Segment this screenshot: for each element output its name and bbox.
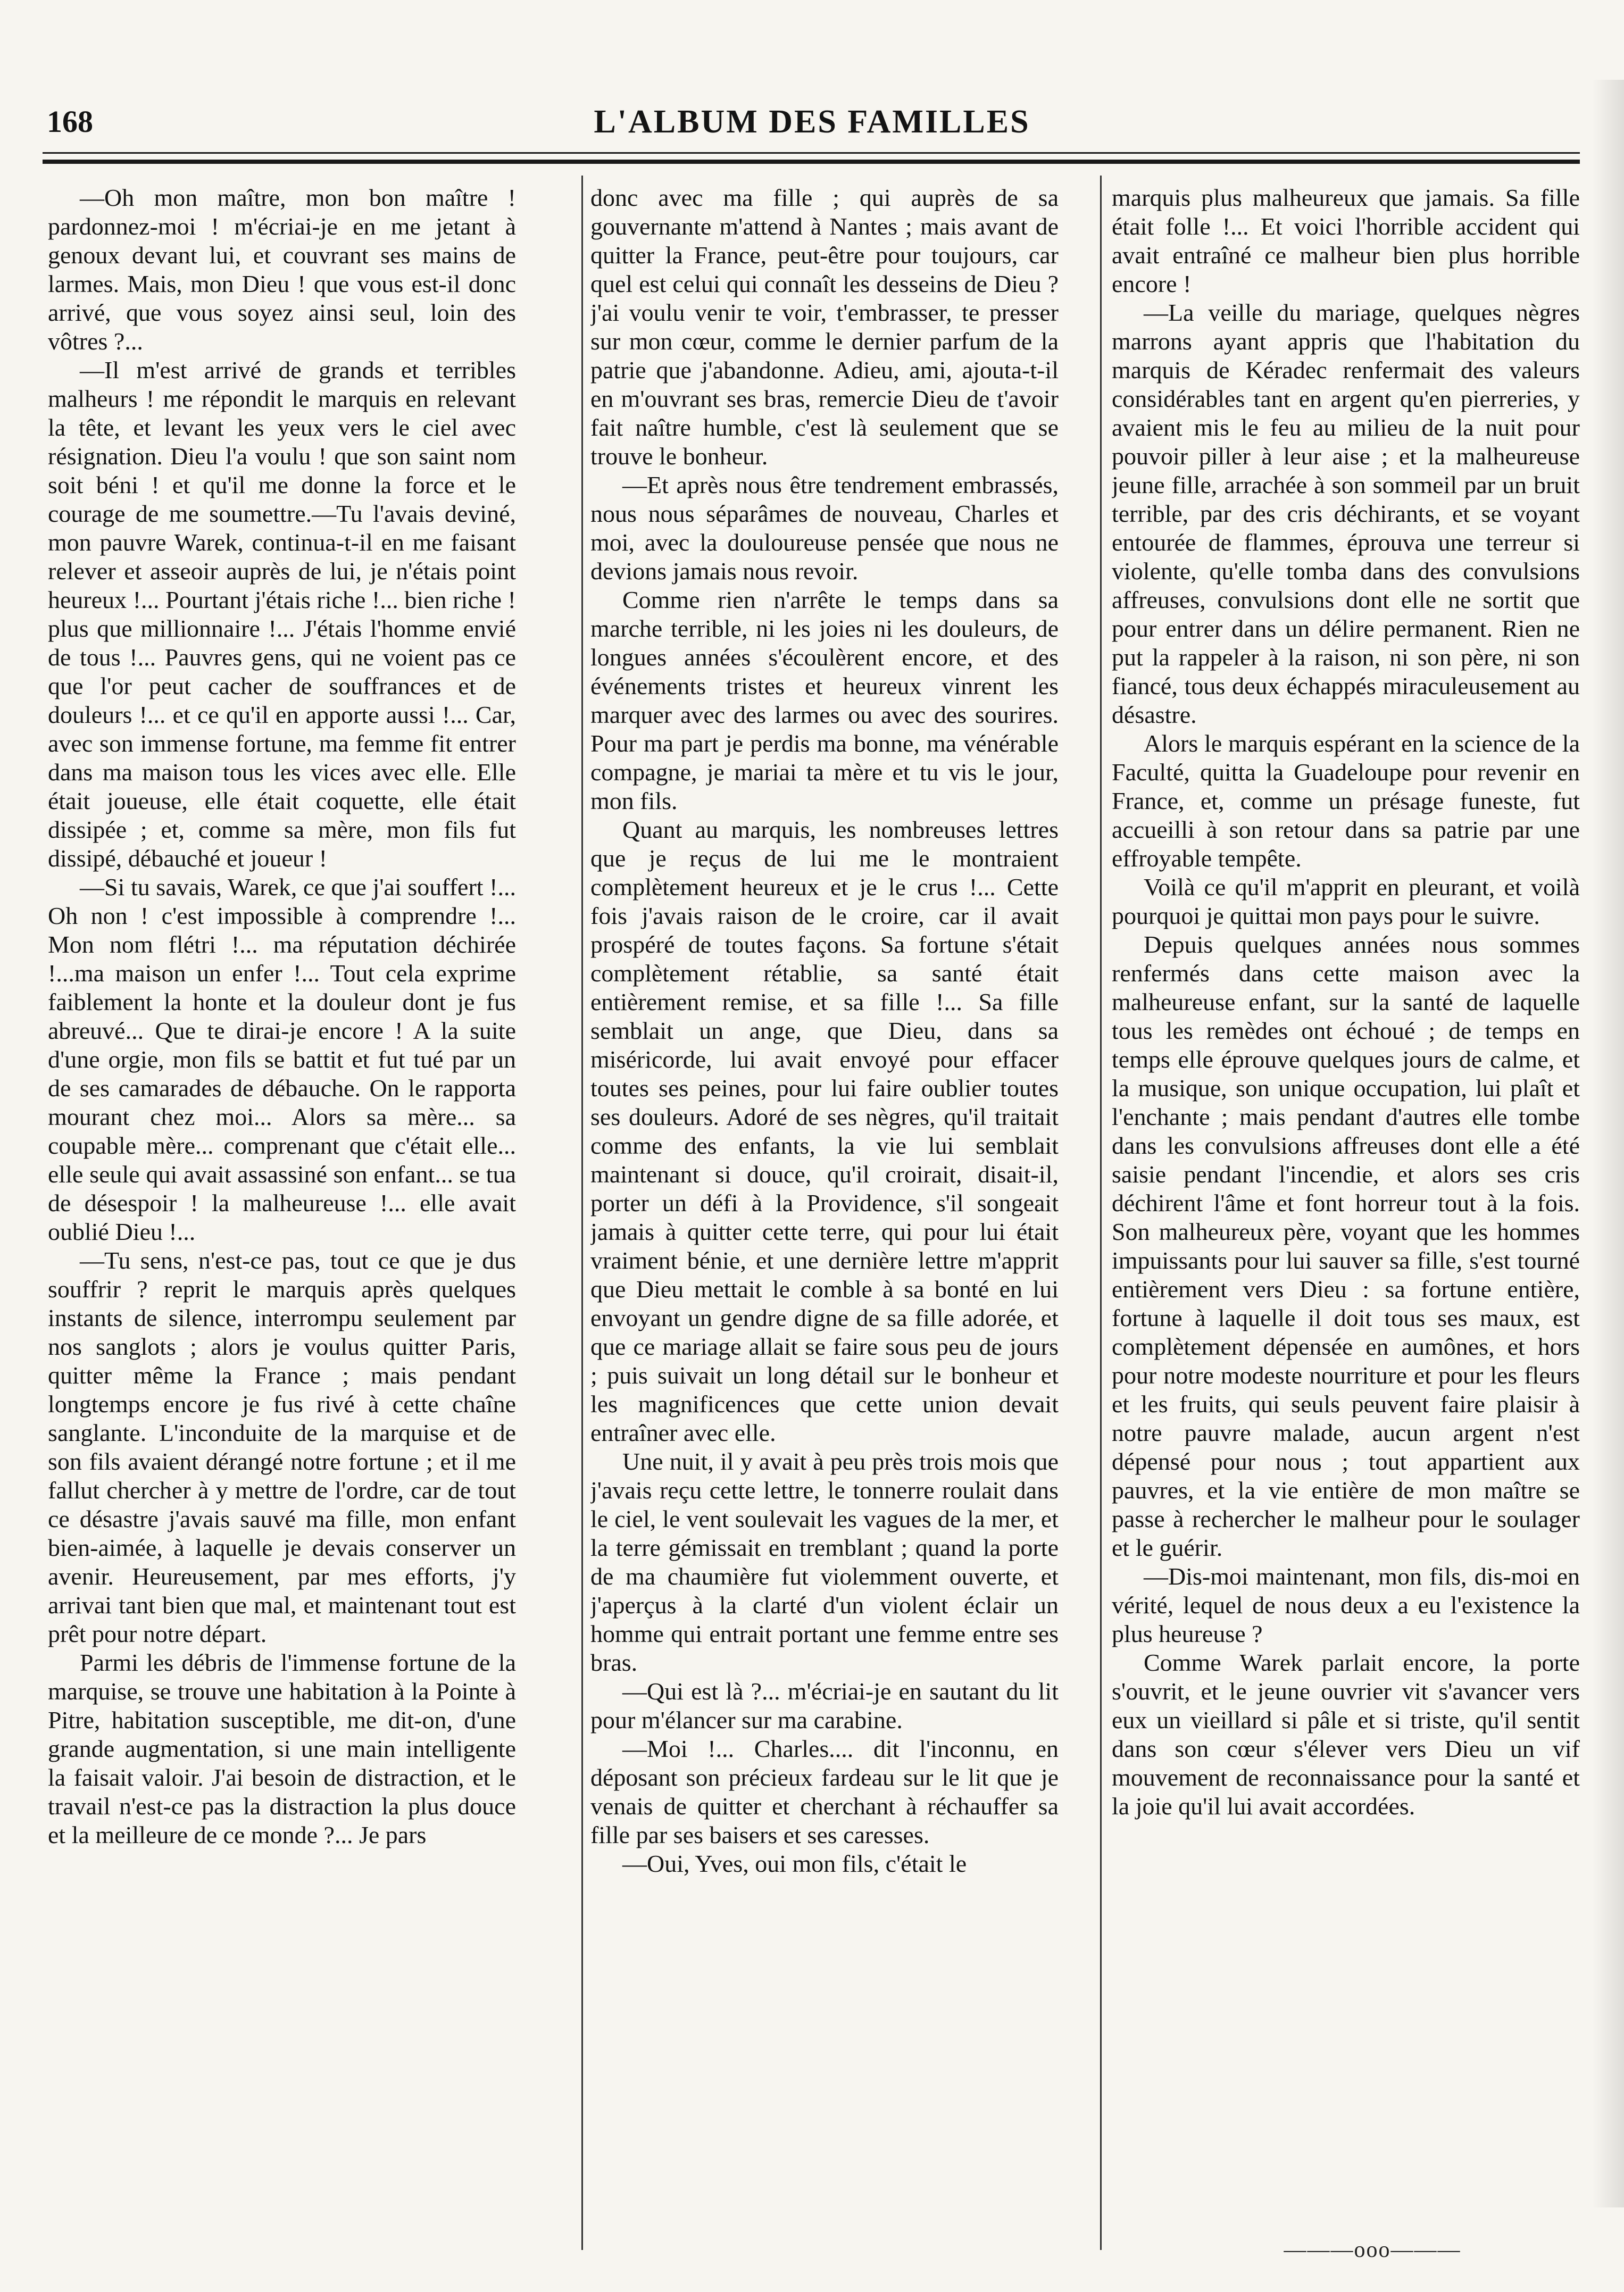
paragraph: Quant au marquis, les nombreuses lettres que je reçus de lui me le montraient complètement heureux et je le crus !... Cette fois j'avais raison de le croire, car il avait prospéré de toutes façons. Sa fortune s'était complètement rétablie, sa santé était entièrement remise, et sa fille !... Sa fille semblait un ange, que Dieu, dans sa miséricorde, lui avait envoyé pour effacer toutes ses peines, pour lui faire oublier toutes ses douleurs. Adoré de ses nègres, qu'il traitait comme des enfants, la vie lui semblait maintenant si douce, qu'il croirait, disait-il, porter un défi à la Providence, s'il songeait jamais à quitter cette terre, qui pour lui était vraiment bénie, et une dernière lettre m'apprit que Dieu mettait le comble à sa bonté en lui envoyant un gendre digne de sa fille adorée, et que ce mariage allait se faire sous peu de jours ; puis suivait un long détail sur le bonheur et les magnificences que cette union devait entraîner avec elle. [590,816,1059,1446]
column-divider [581,176,583,2250]
paragraph: —Oh mon maître, mon bon maître ! pardonnez-moi ! m'écriai-je en me jetant à genoux devant lui, et couvrant ses mains de larmes. Mais, mon Dieu ! que vous est-il donc arrivé, que vous soyez ainsi seul, loin des vôtres ?... [48,184,516,355]
paragraph: Parmi les débris de l'immense fortune de la marquise, se trouve une habitation à la Pointe à Pitre, habitation susceptible, me dit-on, d'une grande augmentation, si une main intelligente la faisait valoir. J'ai besoin de distraction, et le travail n'est-ce pas la distraction la plus douce et la meilleure de ce monde ?... Je pars [48,1649,516,1848]
paragraph: Voilà ce qu'il m'apprit en pleurant, et voilà pourquoi je quittai mon pays pour le suivre. [1112,873,1580,929]
paragraph: Alors le marquis espérant en la science de la Faculté, quitta la Guadeloupe pour revenir en France, et, comme un présage funeste, fut accueilli à son retour dans sa patrie par une effroyable tempête. [1112,730,1580,872]
paragraph-continued: donc avec ma fille ; qui auprès de sa gouvernante m'attend à Nantes ; mais avant de quitter la France, peut-être pour toujours, car quel est celui qui connaît les desseins de Dieu ? j'ai voulu venir te voir, t'embrasser, te presser sur mon cœur, comme le dernier parfum de la patrie que j'abandonne. Adieu, ami, ajouta-t-il en m'ouvrant ses bras, remercie Dieu de t'avoir fait naître humble, c'est là seulement que se trouve le bonheur. [590,184,1059,470]
paragraph: Comme Warek parlait encore, la porte s'ouvrit, et le jeune ouvrier vit s'avancer vers eux un vieillard si pâle et si triste, qu'il sentit dans son cœur s'élever vers Dieu un vif mouvement de reconnaissance pour la santé et la joie qu'il lui avait accordées. [1112,1649,1580,1820]
paragraph: —Et après nous être tendrement embrassés, nous nous séparâmes de nouveau, Charles et moi, avec la douloureuse pensée que nous ne devions jamais nous revoir. [590,471,1059,585]
text-column-3 [1112,184,1580,2261]
text-column-2 [590,184,1059,2261]
scan-page-edge [1592,80,1624,2207]
page-number: 168 [47,104,93,139]
paragraph: Comme rien n'arrête le temps dans sa marche terrible, ni les joies ni les douleurs, de longues années s'écoulèrent encore, et des événements tristes et heureux vinrent les marquer avec des larmes ou avec des sourires. Pour ma part je perdis ma bonne, ma vénérable compagne, je mariai ta mère et tu vis le jour, mon fils. [590,586,1059,814]
paragraph: —Tu sens, n'est-ce pas, tout ce que je dus souffrir ? reprit le marquis après quelques instants de silence, interrompu seulement par nos sanglots ; alors je voulus quitter Paris, quitter même la France ; mais pendant longtemps encore je fus rivé à cette chaîne sanglante. L'inconduite de la marquise et de son fils avaient dérangé notre fortune ; et il me fallut chercher à y mettre de l'ordre, car de tout ce désastre j'avais sauvé ma fille, mon enfant bien-aimée, à laquelle je devais conserver un avenir. Heureusement, par mes efforts, j'y arrivai tant bien que mal, et maintenant tout est prêt pour notre départ. [48,1247,516,1647]
paragraph: Depuis quelques années nous sommes renfermés dans cette maison avec la malheureuse enfant, sur la santé de laquelle tous les remèdes ont échoué ; de temps en temps elle éprouve quelques jours de calme, et la musique, son unique occupation, lui plaît et l'enchante ; mais pendant d'autres elle tombe dans les convulsions affreuses dont elle a été saisie pendant l'incendie, et alors ses cris déchirent l'âme et font horreur tout à la fois. Son malheureux père, voyant que les hommes impuissants pour lui sauver sa fille, s'est tourné entièrement vers Dieu : sa fortune entière, fortune à laquelle il doit tous ses maux, est complètement dépensée en aumônes, et hors pour notre modeste nourriture et pour les fleurs et les fruits, qui seuls peuvent faire plaisir à notre pauvre malade, aucun argent n'est dépensé pour nous ; tout appartient aux pauvres, et la vie entière de mon maître se passe à rechercher le malheur pour le soulager et le guérir. [1112,931,1580,1561]
running-title: L'ALBUM DES FAMILLES [594,104,1030,140]
paragraph: —Qui est là ?... m'écriai-je en sautant du lit pour m'élancer sur ma carabine. [590,1678,1059,1733]
text-column-1 [48,184,516,2261]
paragraph: —La veille du mariage, quelques nègres marrons ayant appris que l'habitation du marquis de Kéradec renfermait des valeurs considérables tant en argent qu'en pierreries, y avaient mis le feu au milieu de la nuit pour pouvoir piller à leur aise ; et la malheureuse jeune fille, arrachée à son sommeil par un bruit terrible, par des cris déchirants, et se voyant entourée de flammes, éprouva une terreur si violente, qu'elle tomba dans des convulsions affreuses, convulsions dont elle ne sortit que pour entrer dans un délire permanent. Rien ne put la rappeler à la raison, ni son père, ni son fiancé, tous deux échappés miraculeusement au désastre. [1112,299,1580,728]
paragraph: —Oui, Yves, oui mon fils, c'était le [622,1850,967,1877]
paragraph: Une nuit, il y avait à peu près trois mois que j'avais reçu cette lettre, le tonnerre roulait dans le ciel, le vent soulevait les vagues de la mer, et la terre gémissait en tremblant ; quand la porte de ma chaumière fut violemment ouverte, et j'aperçus à la clarté d'un violent éclair un homme qui entrait portant une femme entre ses bras. [590,1448,1059,1676]
header-rule-thick [43,160,1580,164]
paragraph: —Il m'est arrivé de grands et terribles malheurs ! me répondit le marquis en relevant la tête, et levant les yeux vers le ciel avec résignation. Dieu l'a voulu ! que son saint nom soit béni ! et qu'il me donne la force et le courage de me soumettre.—Tu l'avais deviné, mon pauvre Warek, continua-t-il en me faisant relever et asseoir auprès de lui, je n'étais point heureux !... Pourtant j'étais riche !... bien riche ! plus que millionnaire !... J'étais l'homme envié de tous !... Pauvres gens, qui ne voient pas ce que l'or peut cacher de souffrances et de douleurs !... et ce qu'il en apporte aussi !... Car, avec son immense fortune, ma femme fit entrer dans ma maison tous les vices avec elle. Elle était joueuse, elle était coquette, elle était dissipée ; et, comme sa mère, mon fils fut dissipé, débauché et joueur ! [48,356,516,872]
header-rule-thin [43,152,1580,154]
paragraph: —Si tu savais, Warek, ce que j'ai souffert !... Oh non ! c'est impossible à comprendre !... Mon nom flétri !... ma réputation déchirée !...ma maison un enfer !... Tout cela exprime faiblement la honte et la douleur dont je fus abreuvé... Que te dirai-je encore ! A la suite d'une orgie, mon fils se battit et fut tué par un de ses camarades de débauche. On le rapporta mourant chez moi... Alors sa mère... sa coupable mère... comprenant que c'était elle... elle seule qui avait assassiné son enfant... se tua de désespoir ! la malheureuse !... elle avait oublié Dieu !... [48,873,516,1245]
paragraph: —Dis-moi maintenant, mon fils, dis-moi en vérité, lequel de nous deux a eu l'existence la plus heureuse ? [1112,1563,1580,1647]
column-divider [1100,176,1102,2250]
paragraph: —Moi !... Charles.... dit l'inconnu, en déposant son précieux fardeau sur le lit que je venais de quitter et cherchant à réchauffer sa fille par ses baisers et ses caresses. [590,1735,1059,1848]
paragraph-continued: marquis plus malheureux que jamais. Sa fille était folle !... Et voici l'horrible accident qui avait entraîné ce malheur bien plus horrible encore ! [1112,184,1580,297]
end-ornament: ———ooo——— [1284,2238,1461,2262]
